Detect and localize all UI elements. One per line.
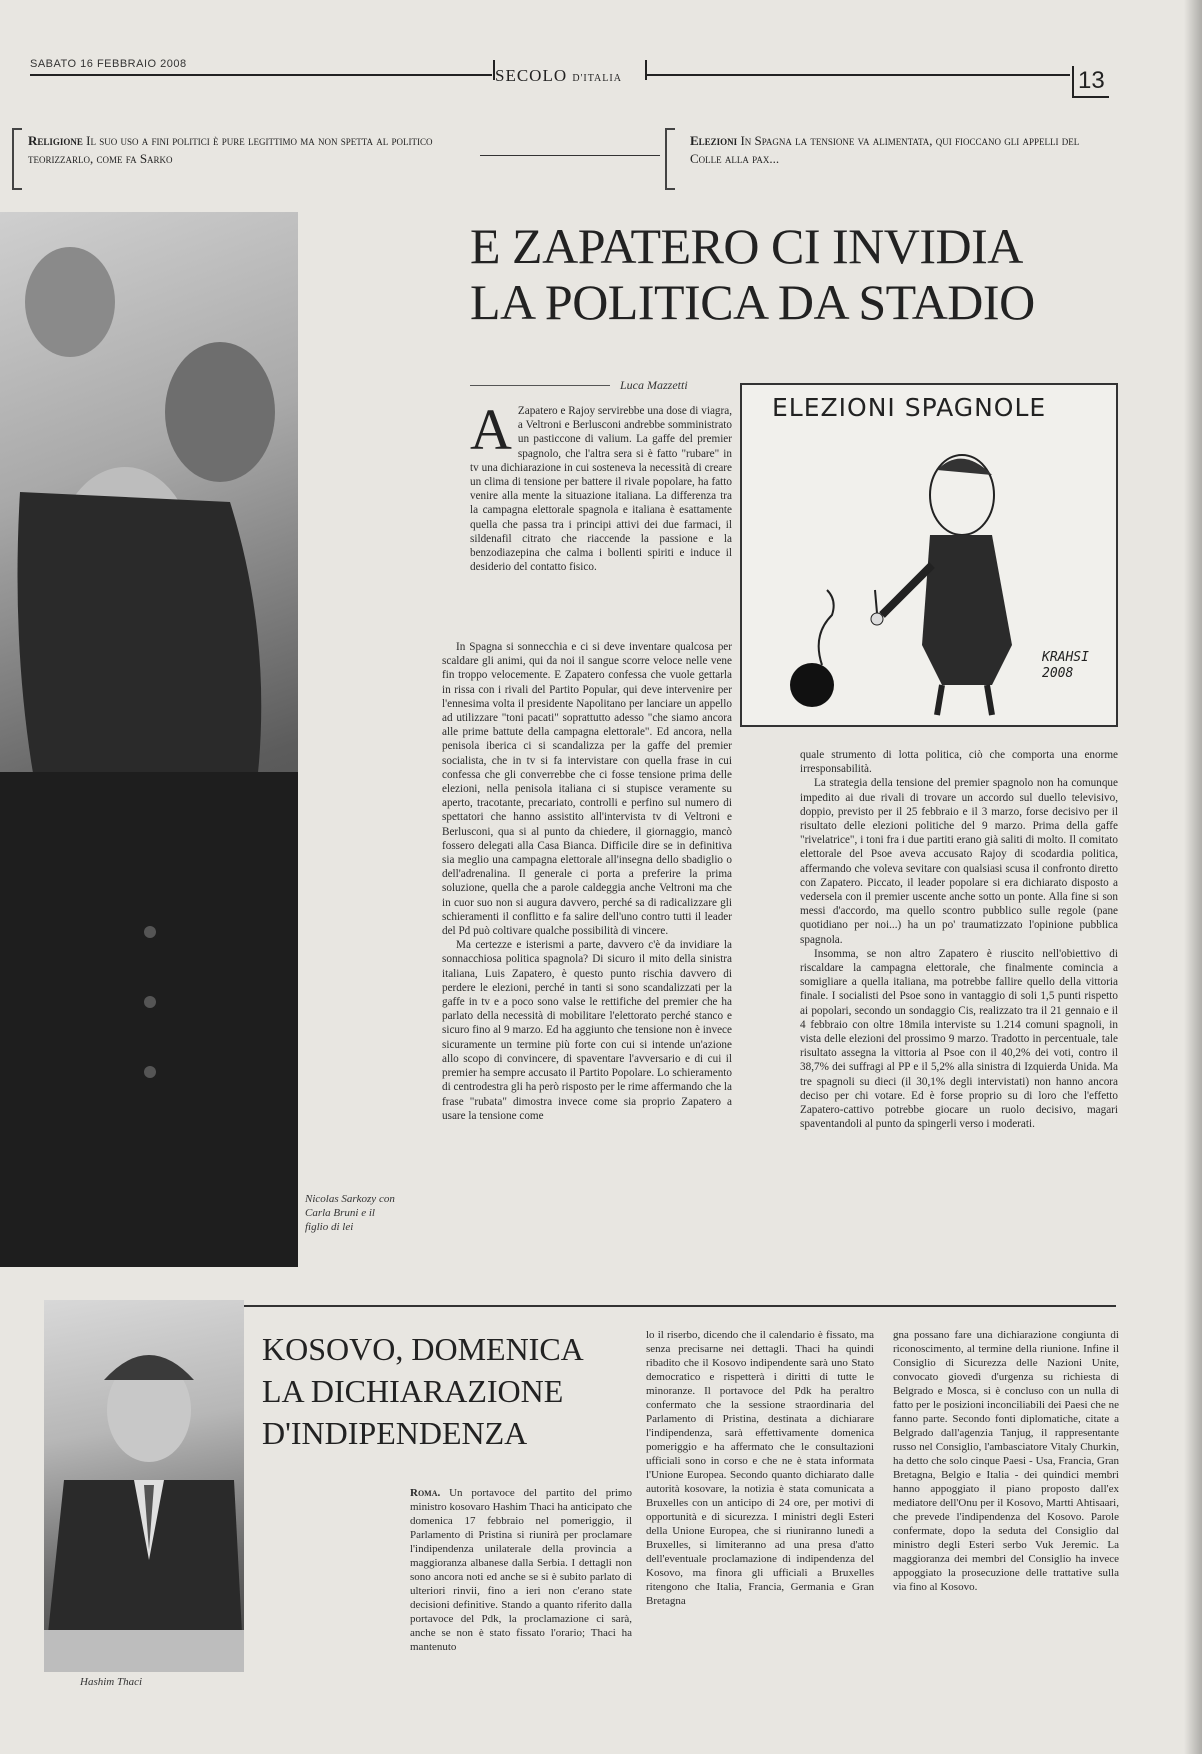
masthead-date: SABATO 16 FEBBRAIO 2008 — [30, 58, 187, 70]
paragraph: Ma certezze e isterismi a parte, davvero c'è da invidiare la sonnacchiosa politica spagnola? Di sicuro il mito della sinistra italiana, Luis Zapatero, è questo punto rischia davvero di perdere le elezioni, perché in tanti si sono scandalizzati per la gaffe in tv e a poco sono valse le rettifiche del premier che ha parlato della necessità di mobilitare l'elettorato perché stanco e sicuro fino al 9 marzo. Ed ha aggiunto che tensione non è invece sicuramente un termine più forte con cui si intende un'azione allo scopo di convincere, di spaventare l'avversario e di cui il premier ha sempre accusato il Partito Popolare. Lo schieramento di centrodestra gli ha però risposto per le rime affermando che la frase "rubata" dimostra invece come sia proprio Zapatero a usare la tensione come — [442, 939, 732, 1122]
headline-line: D'INDIPENDENZA — [262, 1415, 528, 1451]
paragraph: Un portavoce del partito del primo ministro kosovaro Hashim Thaci ha anticipato che domenica 17 febbraio nel pomeriggio, il Parlamento di Pristina si riunirà per proclamare l'indipendenza unilaterale della provincia a maggioranza albanese dalla Serbia. I dettagli non sono ancora noti ed anche se si è subito parlato di ulteriori rinvii, fino a ieri non c'erano state decisioni definitive. Stando a quanto riferito dalla portavoce del Pdk, la proclamazione ci sarà, anche se non è stato fissato l'orario; Thaci ha mantenuto — [410, 1487, 632, 1653]
signature-line: 2008 — [1042, 666, 1074, 681]
sarkozy-bruni-photo — [0, 212, 298, 1267]
paragraph: Insomma, se non altro Zapatero è riuscito nell'obiettivo di riscaldare la campagna elettorale, che finalmente comincia a somigliare a quella italiana, ma potrebbe fallire quello della vittoria finale. I socialisti del Psoe sono in vantaggio di soli 1,5 punti rispetto ai popolari, secondo un sondaggio Cis, realizzato tra il 21 gennaio e il 4 febbraio con oltre 18mila interviste su 1.214 comuni spagnoli, in vista delle elezioni del prossimo 9 marzo. Tradotto in percentuale, tale risultato assegna la vittoria al Psoe con il 40,2% dei voti, contro il 38,7% dei suffragi al PP e il 5,2% alla sinistra di Izquierda Unida. Ma tre spagnoli su dieci (il 30,1% degli intervistati) non hanno ancora deciso per chi votare. Ed è forse proprio su di loro che l'effetto Zapatero-cattivo potrebbe giocare un ruolo decisivo, magari spaventandoli al punto da spingerli verso i moderati. — [800, 947, 1118, 1131]
article-column-1a — [470, 397, 732, 574]
cartoon-title: ELEZIONI SPAGNOLE — [772, 393, 1047, 422]
photo-caption: Hashim Thaci — [80, 1676, 143, 1688]
headline-line: LA DICHIARAZIONE — [262, 1373, 564, 1409]
kicker-elezioni — [690, 132, 1090, 168]
paragraph: In Spagna si sonnecchia e ci si deve inventare qualcosa per scaldare gli animi, qui da noi il sangue scorre veloce nelle vene fin troppo velocemente. E Zapatero confessa che vuole gettarla in rissa con i rivali del Partito Popular, qui deve intervenire per l'ennesima volta il presidente Napolitano per lanciare un appello ad utilizzare "toni pacati" soprattutto adesso "che siamo ancora alle prime battute della campagna elettorale". Ed ancora, nella penisola iberica ci si scandalizza per la gaffe del premier socialista, che in tv si fa intervistare con quella frase in cui confessa che gli converrebbe che ci fosse tensione prima delle elezioni, nella penisola italiana ci si stupisce veramente su aperto, tracotante, precariato, controlli e perfino sul numero di spettatori che hanno assistito all'intervista tv di Veltroni e Berlusconi, qua si al punto da chiedere, il giornaggio, mancò fossero delegati alla Casa Bianca. Difficile dire se in definitiva sia meglio una campagna elettorale all'insegna dello sbadiglio o dell'adrenalina. Il generale ci porta a preferire la prima soluzione, quella che a parole caldeggia anche Veltroni ma che in cuor suo non si augura davvero, perché sa di radicalizzare gli schieramenti il conflitto e fa salire dell'uno contro tutti il leader del Pd può coltivare qualche possibilità di vincere. — [442, 641, 732, 938]
headline-line: E ZAPATERO CI INVIDIA — [470, 218, 1023, 274]
cartoonist-signature — [1042, 650, 1089, 682]
paragraph: La strategia della tensione del premier spagnolo non ha comunque impedito ai due rivali di trovare un accordo sul duello televisivo, doppio, previsto per il 25 febbraio e il 3 marzo, forse decisivo per il risultato delle elezioni politiche del 9 marzo. Prima della gaffe "rivelatrice", i toni fra i due partiti erano già saliti di molto. Il comitato elettorale del Psoe aveva accusato Rajoy di scodardia politica, affermando che voleva sevitare con qualsiasi scusa il confronto diretto con Zapatero. Piccato, il leader popolare si era dichiarato disposto a vedersela con il premier uscente anche sotto un ponte. Alla fine si son messi d'accordo, ma quello scontro pubblico sulle regole (pane quotidiano per noi...) ha un po' traumatizzato l'opinione pubblica spagnola. — [800, 777, 1118, 946]
kosovo-column-3: gna possano fare una dichiarazione congiunta di riconoscimento, al termine della riunione. Infine il Consiglio di Sicurezza delle Nazioni Unite, convocato giovedì d'urgenza su richiesta di Belgrado e Mosca, si è concluso con un nulla di fatto per le posizioni inconciliabili dei Paesi che ne fanno parte. Secondo fonti diplomatiche, citate a Belgrado dall'agenzia Tanjug, il rappresentante russo nel Consiglio, l'ambasciatore Vitaly Churkin, ha detto che solo cinque Paesi - Usa, Francia, Gran Bretagna, Belgio e Italia - dei quindici membri hanno appoggiato il piano proposto dall'ex mediatore dell'Onu per il Kosovo, Martti Ahtisaari, che prevede l'indipendenza del Kosovo. Parole confermate, dopo la seduta del Consiglio dal ministro degli Esteri serbo Vuk Jeremic. La maggioranza dei membri del Consiglio ha invece appoggiato la prosecuzione delle trattative sulla via fino al Kosovo. — [893, 1329, 1119, 1593]
kicker-text: In Spagna la tensione va alimentata, qui fioccano gli appelli del Colle alla pax... — [690, 133, 1080, 166]
kosovo-column-2: lo il riserbo, dicendo che il calendario è fissato, ma senza precisarne nei dettagli. Thaci ha quindi ribadito che il Kosovo indipendente sarà uno Stato democratico e rispetterà i diritti di tutte le minoranze. Il portavoce del Pdk ha peraltro confermato che la sessione straordinaria del Parlamento di Pristina, destinata a dichiarare l'indipendenza, sarà effettivamente domenica pomeriggio e ha affermato che le consultazioni ufficiali sono in corso e che ne è stata informata l'Unione Europea. Secondo quanto dichiarato dalle autorità kosovare, la notizia è stata comunicata a Bruxelles con un anticipo di 24 ore, per motivi di opportunità e di sicurezza. I ministri degli Esteri della Unione Europea, che si riuniranno lunedì a Bruxelles, si limiteranno ad una presa d'atto dell'eventuale proclamazione di indipendenza del Kosovo, ma finora gli ufficiali a Bruxelles ritengono che Italia, Francia, Germania e Gran Bretagna — [646, 1329, 874, 1607]
article-column-1b — [442, 640, 732, 1123]
byline-rule — [470, 385, 610, 386]
kicker-text: Il suo uso a fini politici è pure legittimo ma non spetta al politico teorizzarlo, come fa Sarko — [28, 133, 433, 166]
article-column-2 — [800, 748, 1118, 1131]
masthead-rule-left — [30, 74, 492, 76]
paper-name-main: SECOLO — [495, 66, 568, 85]
byline: Luca Mazzetti — [620, 378, 688, 392]
kosovo-headline — [262, 1328, 602, 1454]
photo-placeholder — [44, 1300, 244, 1672]
kicker-religione — [28, 132, 458, 168]
photo-caption: Nicolas Sarkozy con Carla Bruni e il figlio di lei — [305, 1193, 395, 1233]
masthead-rule-right — [645, 74, 1070, 76]
kosovo-column-1 — [410, 1486, 632, 1654]
headline-line: KOSOVO, DOMENICA — [262, 1331, 584, 1367]
page-number: 13 — [1072, 66, 1109, 98]
kicker-label: Elezioni — [690, 133, 738, 148]
main-headline — [470, 218, 1110, 330]
bracket-right — [665, 128, 675, 190]
kicker-label: Religione — [28, 133, 83, 148]
paper-name-suffix: D'ITALIA — [572, 73, 622, 84]
bracket-left — [12, 128, 22, 190]
thaci-photo — [44, 1300, 244, 1672]
paper-name — [495, 66, 622, 86]
paragraph: quale strumento di lotta politica, ciò che comporta una enorme irresponsabilità. — [800, 749, 1118, 776]
paragraph: Zapatero e Rajoy servirebbe una dose di viagra, a Veltroni e Berlusconi andrebbe somministrato un pasticcone di valium. La gaffe del premier spagnolo, che l'altra sera si è fatto "rubare" in tv una dichiarazione in cui sosteneva la necessità di creare un clima di tensione per battere il rivale popolare, ha fatto venire alla mente la situazione italiana. La differenza tra la campagna elettorale spagnola e italiana è esattamente quella che passa tra i principi attivi dei due farmaci, il sildenafil citrato che riaccende la passione e la benzodiazepina che calma i bollenti spiriti e induce il desiderio del contatto fisico. — [470, 405, 732, 574]
photo-placeholder — [0, 212, 298, 1267]
signature-line: KRAHSI — [1042, 650, 1089, 665]
headline-line: LA POLITICA DA STADIO — [470, 274, 1035, 330]
masthead-divider — [645, 60, 647, 80]
drop-cap: A — [470, 397, 512, 462]
kicker-rule — [480, 155, 660, 156]
dateline: Roma. — [410, 1487, 441, 1499]
political-cartoon — [740, 383, 1118, 727]
